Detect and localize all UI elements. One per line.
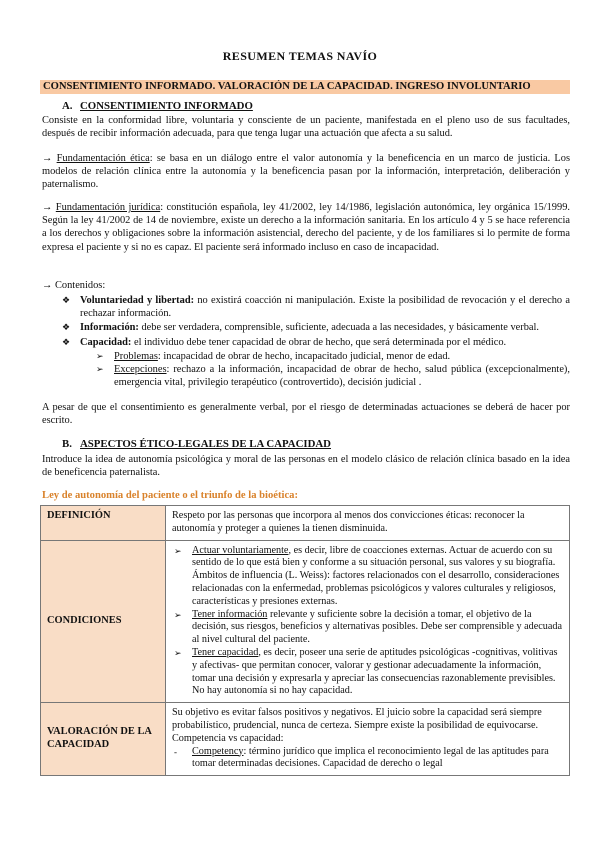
section-b-intro: Introduce la idea de autonomía psicológica y moral de las personas en el modelo clásico de relación clínica basado en la idea de beneficencia paternalista.	[42, 454, 570, 479]
condition-item	[172, 609, 563, 647]
condition-item	[172, 545, 563, 609]
valoracion-cell	[166, 703, 570, 776]
list-item-label: Capacidad:	[80, 336, 132, 348]
orange-subheading: Ley de autonomía del paciente o el triunfo de la bioética:	[42, 490, 298, 501]
section-a-intro: Consiste en la conformidad libre, voluntaria y consciente de un paciente, manifestada en el pleno uso de sus facultades, después de recibir información adecuada, para que tenga lugar una actuación que afecta a su salud.	[42, 115, 570, 140]
contenidos-line: → Contenidos:	[42, 280, 106, 291]
competencia-line: Competencia vs capacidad:	[172, 732, 284, 744]
arrow-icon: →	[42, 153, 53, 164]
definicion-label: DEFINICIÓN	[41, 506, 166, 541]
condiciones-label: CONDICIONES	[41, 540, 166, 703]
list-item-label: Información:	[80, 322, 139, 334]
capacity-table	[40, 505, 570, 776]
juridica-text: : constitución española, ley 41/2002, ley 14/1986, legislación autonómica, ley orgánica 15/1999. Según la ley 41/2002 de 14 de noviembre, existe un derecho a la información sanitaria. En los artículo 4 y 5 se hace referencia a los derechos y obligaciones sobre la información asistencial, derecho del paciente, y de los familiares si lo permite de forma expresa el paciente y si no es capaz. El paciente será informado incluso en caso de incapacidad.	[42, 202, 570, 253]
table-row	[41, 506, 570, 541]
section-a-title: CONSENTIMIENTO INFORMADO	[80, 100, 253, 112]
sub-list-item-text: : incapacidad de obrar de hecho, incapacitado judicial, menor de edad.	[157, 350, 451, 362]
sub-list-item	[96, 350, 570, 363]
section-b-letter: B.	[62, 438, 72, 450]
arrowhead-bullet-icon: ➢	[174, 609, 182, 620]
valoracion-label: VALORACIÓN DE LA CAPACIDAD	[41, 703, 166, 776]
section-band: CONSENTIMIENTO INFORMADO. VALORACIÓN DE LA CAPACIDAD. INGRESO INVOLUNTARIO	[40, 80, 570, 94]
juridica-paragraph	[42, 201, 570, 254]
condition-item	[172, 647, 563, 698]
list-item	[62, 294, 570, 320]
definicion-text: Respeto por las personas que incorpora al menos dos convicciones éticas: reconocer la autonomía y proteger a quienes la tienen disminuida.	[166, 506, 570, 541]
etica-label: Fundamentación ética	[56, 153, 150, 164]
arrow-icon: →	[42, 202, 53, 213]
list-item-label: Voluntariedad y libertad:	[80, 295, 195, 306]
section-b-title: ASPECTOS ÉTICO-LEGALES DE LA CAPACIDAD	[80, 438, 331, 450]
condition-text: , es decir, libre de coacciones externas. Actuar de acuerdo con su sentido de lo que está bien y conforme a su situación personal, sus valores y su biografía. Ámbitos de influencia (L. Weiss): factores relacionados con el desarrollo, consideraciones relacionadas con la enfermedad, problemas psicológicos y valores culturales y religiosos, características y presiones externas.	[192, 544, 560, 607]
diamond-bullet-icon: ❖	[62, 336, 71, 347]
competency-text: : término jurídico que implica el reconocimiento legal de las aptitudes para tomar determinadas decisiones. Capacidad de derecho o legal	[192, 745, 549, 770]
juridica-label: Fundamentación jurídica	[55, 202, 161, 213]
condition-text: , es decir, poseer una serie de aptitudes psicológicas -cognitivas, volitivas y afectivas- que permitan conocer, valorar y gestionar adecuadamente la información, tomar una decisión y expresarla y apreciar las consecuencias razonablemente previsibles. No hay autonomía si no hay capacidad.	[192, 646, 558, 697]
dash-bullet: -	[174, 746, 177, 757]
condition-label: Tener capacidad	[192, 646, 259, 658]
sub-list-item-label: Problemas	[114, 350, 158, 362]
sub-list-item-text: : rechazo a la información, incapacidad de obrar de hecho, salud pública (excepcionalmente), emergencia vital, privilegio terapéutico (controvertido), decisión judicial .	[114, 364, 570, 389]
section-b-heading	[62, 438, 331, 451]
list-item-text: debe ser verdadera, comprensible, suficiente, adecuada a las necesidades, y básicamente verbal.	[138, 322, 540, 334]
diamond-bullet-icon: ❖	[62, 295, 71, 305]
condition-label: Tener información	[192, 608, 268, 620]
etica-paragraph	[42, 152, 570, 192]
sub-list-item-label: Excepciones	[114, 364, 167, 376]
table-row	[41, 703, 570, 776]
arrowhead-bullet-icon: ➢	[96, 364, 104, 375]
condition-text: relevante y suficiente sobre la decisión a tomar, el objetivo de la decisión, sus riesgos, beneficios y alternativas posibles. Debe ser comprensible y adecuada al nivel cultural del paciente.	[192, 608, 563, 646]
competency-item	[172, 746, 563, 772]
contenidos-list	[62, 294, 570, 389]
valoracion-text: Su objetivo es evitar falsos positivos y negativos. El juicio sobre la capacidad será siempre probabilístico, prudencial, nunca de certeza. Siempre existe la posibilidad de equivocarse.	[172, 707, 542, 731]
section-a-closing: A pesar de que el consentimiento es generalmente verbal, por el riesgo de determinadas actuaciones se deberá de hacer por escrito.	[42, 402, 570, 427]
list-item	[62, 336, 570, 349]
list-item	[62, 321, 570, 334]
arrowhead-bullet-icon: ➢	[174, 545, 182, 556]
document-title: RESUMEN TEMAS NAVÍO	[222, 49, 378, 63]
list-item-text: no existirá coacción ni manipulación. Existe la posibilidad de revocación y el derecho a rechazar información.	[80, 295, 570, 320]
section-a-letter: A.	[62, 100, 73, 112]
condiciones-cell	[166, 540, 570, 703]
arrowhead-bullet-icon: ➢	[174, 647, 182, 658]
diamond-bullet-icon: ❖	[62, 322, 71, 333]
section-a-heading	[62, 100, 253, 113]
condition-label: Actuar voluntariamente	[192, 544, 289, 556]
etica-text: : se basa en un diálogo entre el valor autonomía y la beneficencia en un marco de justicia. Los modelos de relación clínica entre la autonomía y la beneficencia pasan por la información, interpretación, deliberación y paternalismo.	[42, 153, 570, 191]
competency-label: Competency	[192, 745, 244, 757]
sub-list-item	[96, 363, 570, 389]
table-row	[41, 540, 570, 703]
arrowhead-bullet-icon: ➢	[96, 350, 104, 361]
list-item-text: el individuo debe tener capacidad de obrar de hecho, que será determinada por el médico.	[131, 336, 507, 348]
